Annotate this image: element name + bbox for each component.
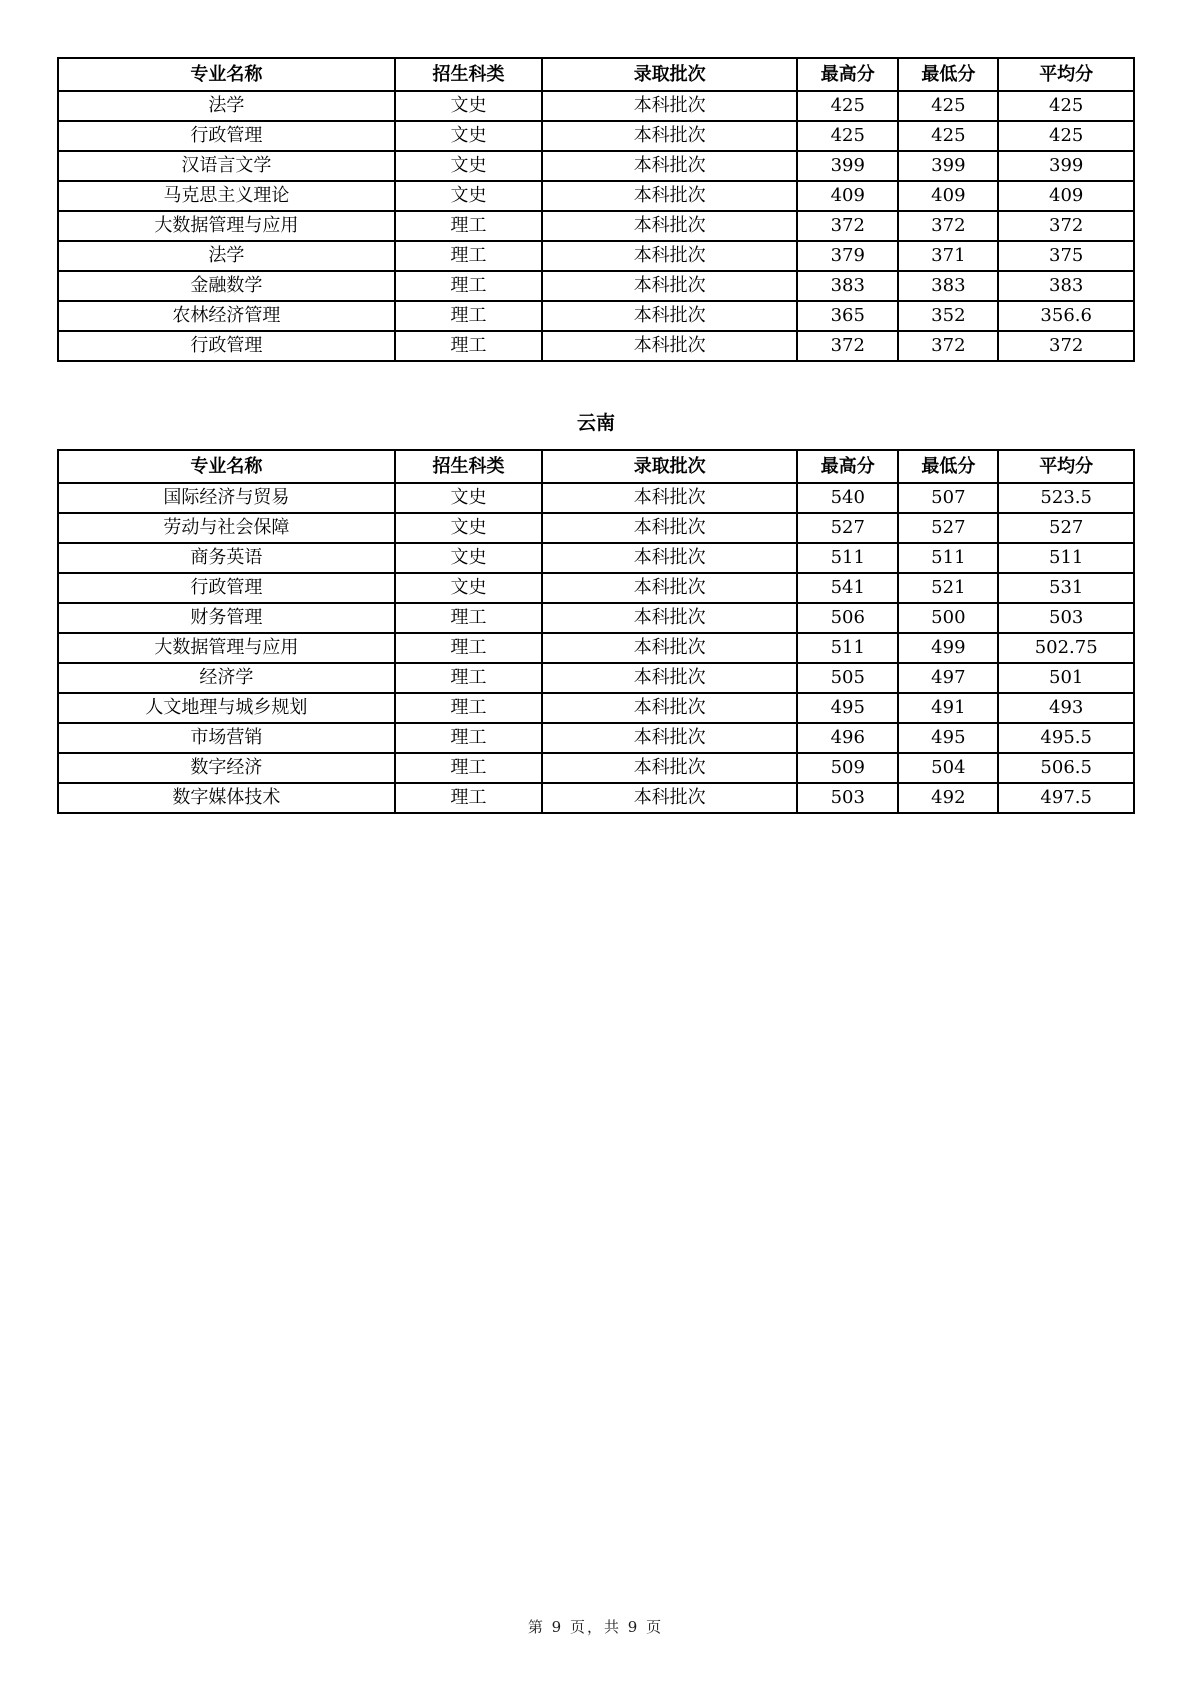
table-row: [58, 211, 1134, 241]
table-cell: 497: [898, 663, 998, 693]
column-header: 专业名称: [58, 58, 395, 91]
table-cell: 国际经济与贸易: [58, 483, 395, 513]
table-row: [58, 271, 1134, 301]
table-cell: 399: [898, 151, 998, 181]
table-cell: 农林经济管理: [58, 301, 395, 331]
table-cell: 383: [797, 271, 898, 301]
table-cell: 理工: [395, 753, 542, 783]
table-cell: 数字经济: [58, 753, 395, 783]
table-cell: 365: [797, 301, 898, 331]
table-cell: 马克思主义理论: [58, 181, 395, 211]
table-cell: 500: [898, 603, 998, 633]
table-cell: 527: [998, 513, 1134, 543]
table-cell: 503: [797, 783, 898, 813]
region-heading-yunnan: 云南: [576, 412, 615, 434]
table-cell: 511: [797, 543, 898, 573]
table-cell: 531: [998, 573, 1134, 603]
table-cell: 509: [797, 753, 898, 783]
table-row: [58, 301, 1134, 331]
table-cell: 本科批次: [542, 513, 797, 543]
table-row: [58, 543, 1134, 573]
table-cell: 493: [998, 693, 1134, 723]
table-cell: 496: [797, 723, 898, 753]
table-row: [58, 331, 1134, 361]
table-cell: 本科批次: [542, 181, 797, 211]
table-cell: 理工: [395, 241, 542, 271]
column-header: 专业名称: [58, 450, 395, 483]
table-cell: 法学: [58, 241, 395, 271]
table-cell: 本科批次: [542, 603, 797, 633]
table-cell: 文史: [395, 483, 542, 513]
table-row: [58, 723, 1134, 753]
table-cell: 金融数学: [58, 271, 395, 301]
table-cell: 文史: [395, 151, 542, 181]
table-cell: 504: [898, 753, 998, 783]
table-cell: 文史: [395, 543, 542, 573]
score-table-section-yunnan: [57, 449, 1135, 814]
column-header: 最高分: [797, 58, 898, 91]
table-cell: 理工: [395, 633, 542, 663]
table-row: [58, 783, 1134, 813]
table-cell: 492: [898, 783, 998, 813]
column-header: 录取批次: [542, 450, 797, 483]
table-cell: 经济学: [58, 663, 395, 693]
table-cell: 501: [998, 663, 1134, 693]
table-cell: 409: [998, 181, 1134, 211]
table-cell: 文史: [395, 91, 542, 121]
table-cell: 本科批次: [542, 633, 797, 663]
table-row: [58, 513, 1134, 543]
table-cell: 425: [898, 91, 998, 121]
table-cell: 大数据管理与应用: [58, 633, 395, 663]
table-cell: 523.5: [998, 483, 1134, 513]
table-cell: 511: [998, 543, 1134, 573]
column-header: 平均分: [998, 58, 1134, 91]
table-cell: 本科批次: [542, 543, 797, 573]
table-cell: 本科批次: [542, 483, 797, 513]
table-cell: 本科批次: [542, 331, 797, 361]
table-cell: 理工: [395, 663, 542, 693]
table-cell: 497.5: [998, 783, 1134, 813]
table-cell: 本科批次: [542, 211, 797, 241]
table-cell: 540: [797, 483, 898, 513]
table-cell: 506: [797, 603, 898, 633]
table-cell: 507: [898, 483, 998, 513]
table-cell: 理工: [395, 693, 542, 723]
table-cell: 汉语言文学: [58, 151, 395, 181]
table-row: [58, 483, 1134, 513]
table-cell: 372: [998, 211, 1134, 241]
table-cell: 数字媒体技术: [58, 783, 395, 813]
table-row: [58, 573, 1134, 603]
table-row: [58, 241, 1134, 271]
table-cell: 本科批次: [542, 121, 797, 151]
score-table-yunnan: [57, 449, 1135, 814]
table-cell: 理工: [395, 783, 542, 813]
table-cell: 499: [898, 633, 998, 663]
table-row: [58, 181, 1134, 211]
table-cell: 502.75: [998, 633, 1134, 663]
table-cell: 375: [998, 241, 1134, 271]
table-cell: 425: [797, 91, 898, 121]
table-cell: 495: [797, 693, 898, 723]
table-cell: 行政管理: [58, 573, 395, 603]
table-cell: 财务管理: [58, 603, 395, 633]
table-cell: 372: [797, 331, 898, 361]
table-row: [58, 151, 1134, 181]
column-header: 最低分: [898, 58, 998, 91]
table-row: [58, 121, 1134, 151]
table-cell: 425: [797, 121, 898, 151]
table-row: [58, 603, 1134, 633]
table-cell: 行政管理: [58, 121, 395, 151]
column-header: 最低分: [898, 450, 998, 483]
score-table-top: [57, 57, 1135, 362]
page-footer: 第 9 页，共 9 页: [527, 1618, 664, 1636]
table-row: [58, 633, 1134, 663]
table-cell: 本科批次: [542, 573, 797, 603]
table-cell: 理工: [395, 723, 542, 753]
header-row: [58, 58, 1134, 91]
table-cell: 本科批次: [542, 271, 797, 301]
table-cell: 本科批次: [542, 723, 797, 753]
table-cell: 371: [898, 241, 998, 271]
table-cell: 409: [898, 181, 998, 211]
table-cell: 文史: [395, 181, 542, 211]
column-header: 录取批次: [542, 58, 797, 91]
table-cell: 352: [898, 301, 998, 331]
table-cell: 495.5: [998, 723, 1134, 753]
column-header: 最高分: [797, 450, 898, 483]
table-cell: 495: [898, 723, 998, 753]
table-cell: 劳动与社会保障: [58, 513, 395, 543]
table-cell: 541: [797, 573, 898, 603]
table-cell: 356.6: [998, 301, 1134, 331]
header-row: [58, 450, 1134, 483]
table-cell: 行政管理: [58, 331, 395, 361]
table-cell: 理工: [395, 271, 542, 301]
table-cell: 文史: [395, 513, 542, 543]
table-cell: 本科批次: [542, 693, 797, 723]
table-cell: 372: [998, 331, 1134, 361]
table-body: [58, 483, 1134, 813]
table-row: [58, 663, 1134, 693]
table-cell: 425: [998, 121, 1134, 151]
table-cell: 大数据管理与应用: [58, 211, 395, 241]
table-row: [58, 753, 1134, 783]
table-cell: 511: [898, 543, 998, 573]
table-cell: 本科批次: [542, 241, 797, 271]
column-header: 招生科类: [395, 450, 542, 483]
column-header: 招生科类: [395, 58, 542, 91]
table-cell: 521: [898, 573, 998, 603]
table-cell: 理工: [395, 211, 542, 241]
table-cell: 法学: [58, 91, 395, 121]
score-table-section-top: [57, 57, 1135, 362]
table-cell: 399: [998, 151, 1134, 181]
table-cell: 372: [898, 331, 998, 361]
table-cell: 383: [898, 271, 998, 301]
table-cell: 本科批次: [542, 783, 797, 813]
table-cell: 理工: [395, 603, 542, 633]
table-header: [58, 450, 1134, 483]
table-cell: 506.5: [998, 753, 1134, 783]
table-cell: 503: [998, 603, 1134, 633]
table-cell: 511: [797, 633, 898, 663]
table-cell: 372: [898, 211, 998, 241]
table-cell: 本科批次: [542, 91, 797, 121]
table-cell: 409: [797, 181, 898, 211]
table-body: [58, 91, 1134, 361]
table-cell: 理工: [395, 331, 542, 361]
table-cell: 理工: [395, 301, 542, 331]
table-cell: 市场营销: [58, 723, 395, 753]
table-cell: 425: [998, 91, 1134, 121]
table-cell: 383: [998, 271, 1134, 301]
table-cell: 527: [797, 513, 898, 543]
table-cell: 文史: [395, 121, 542, 151]
column-header: 平均分: [998, 450, 1134, 483]
table-cell: 372: [797, 211, 898, 241]
table-header: [58, 58, 1134, 91]
table-cell: 本科批次: [542, 151, 797, 181]
table-cell: 文史: [395, 573, 542, 603]
table-row: [58, 91, 1134, 121]
table-row: [58, 693, 1134, 723]
table-cell: 505: [797, 663, 898, 693]
table-cell: 379: [797, 241, 898, 271]
table-cell: 491: [898, 693, 998, 723]
table-cell: 本科批次: [542, 301, 797, 331]
table-cell: 425: [898, 121, 998, 151]
table-cell: 商务英语: [58, 543, 395, 573]
table-cell: 399: [797, 151, 898, 181]
table-cell: 527: [898, 513, 998, 543]
table-cell: 本科批次: [542, 753, 797, 783]
table-cell: 本科批次: [542, 663, 797, 693]
table-cell: 人文地理与城乡规划: [58, 693, 395, 723]
